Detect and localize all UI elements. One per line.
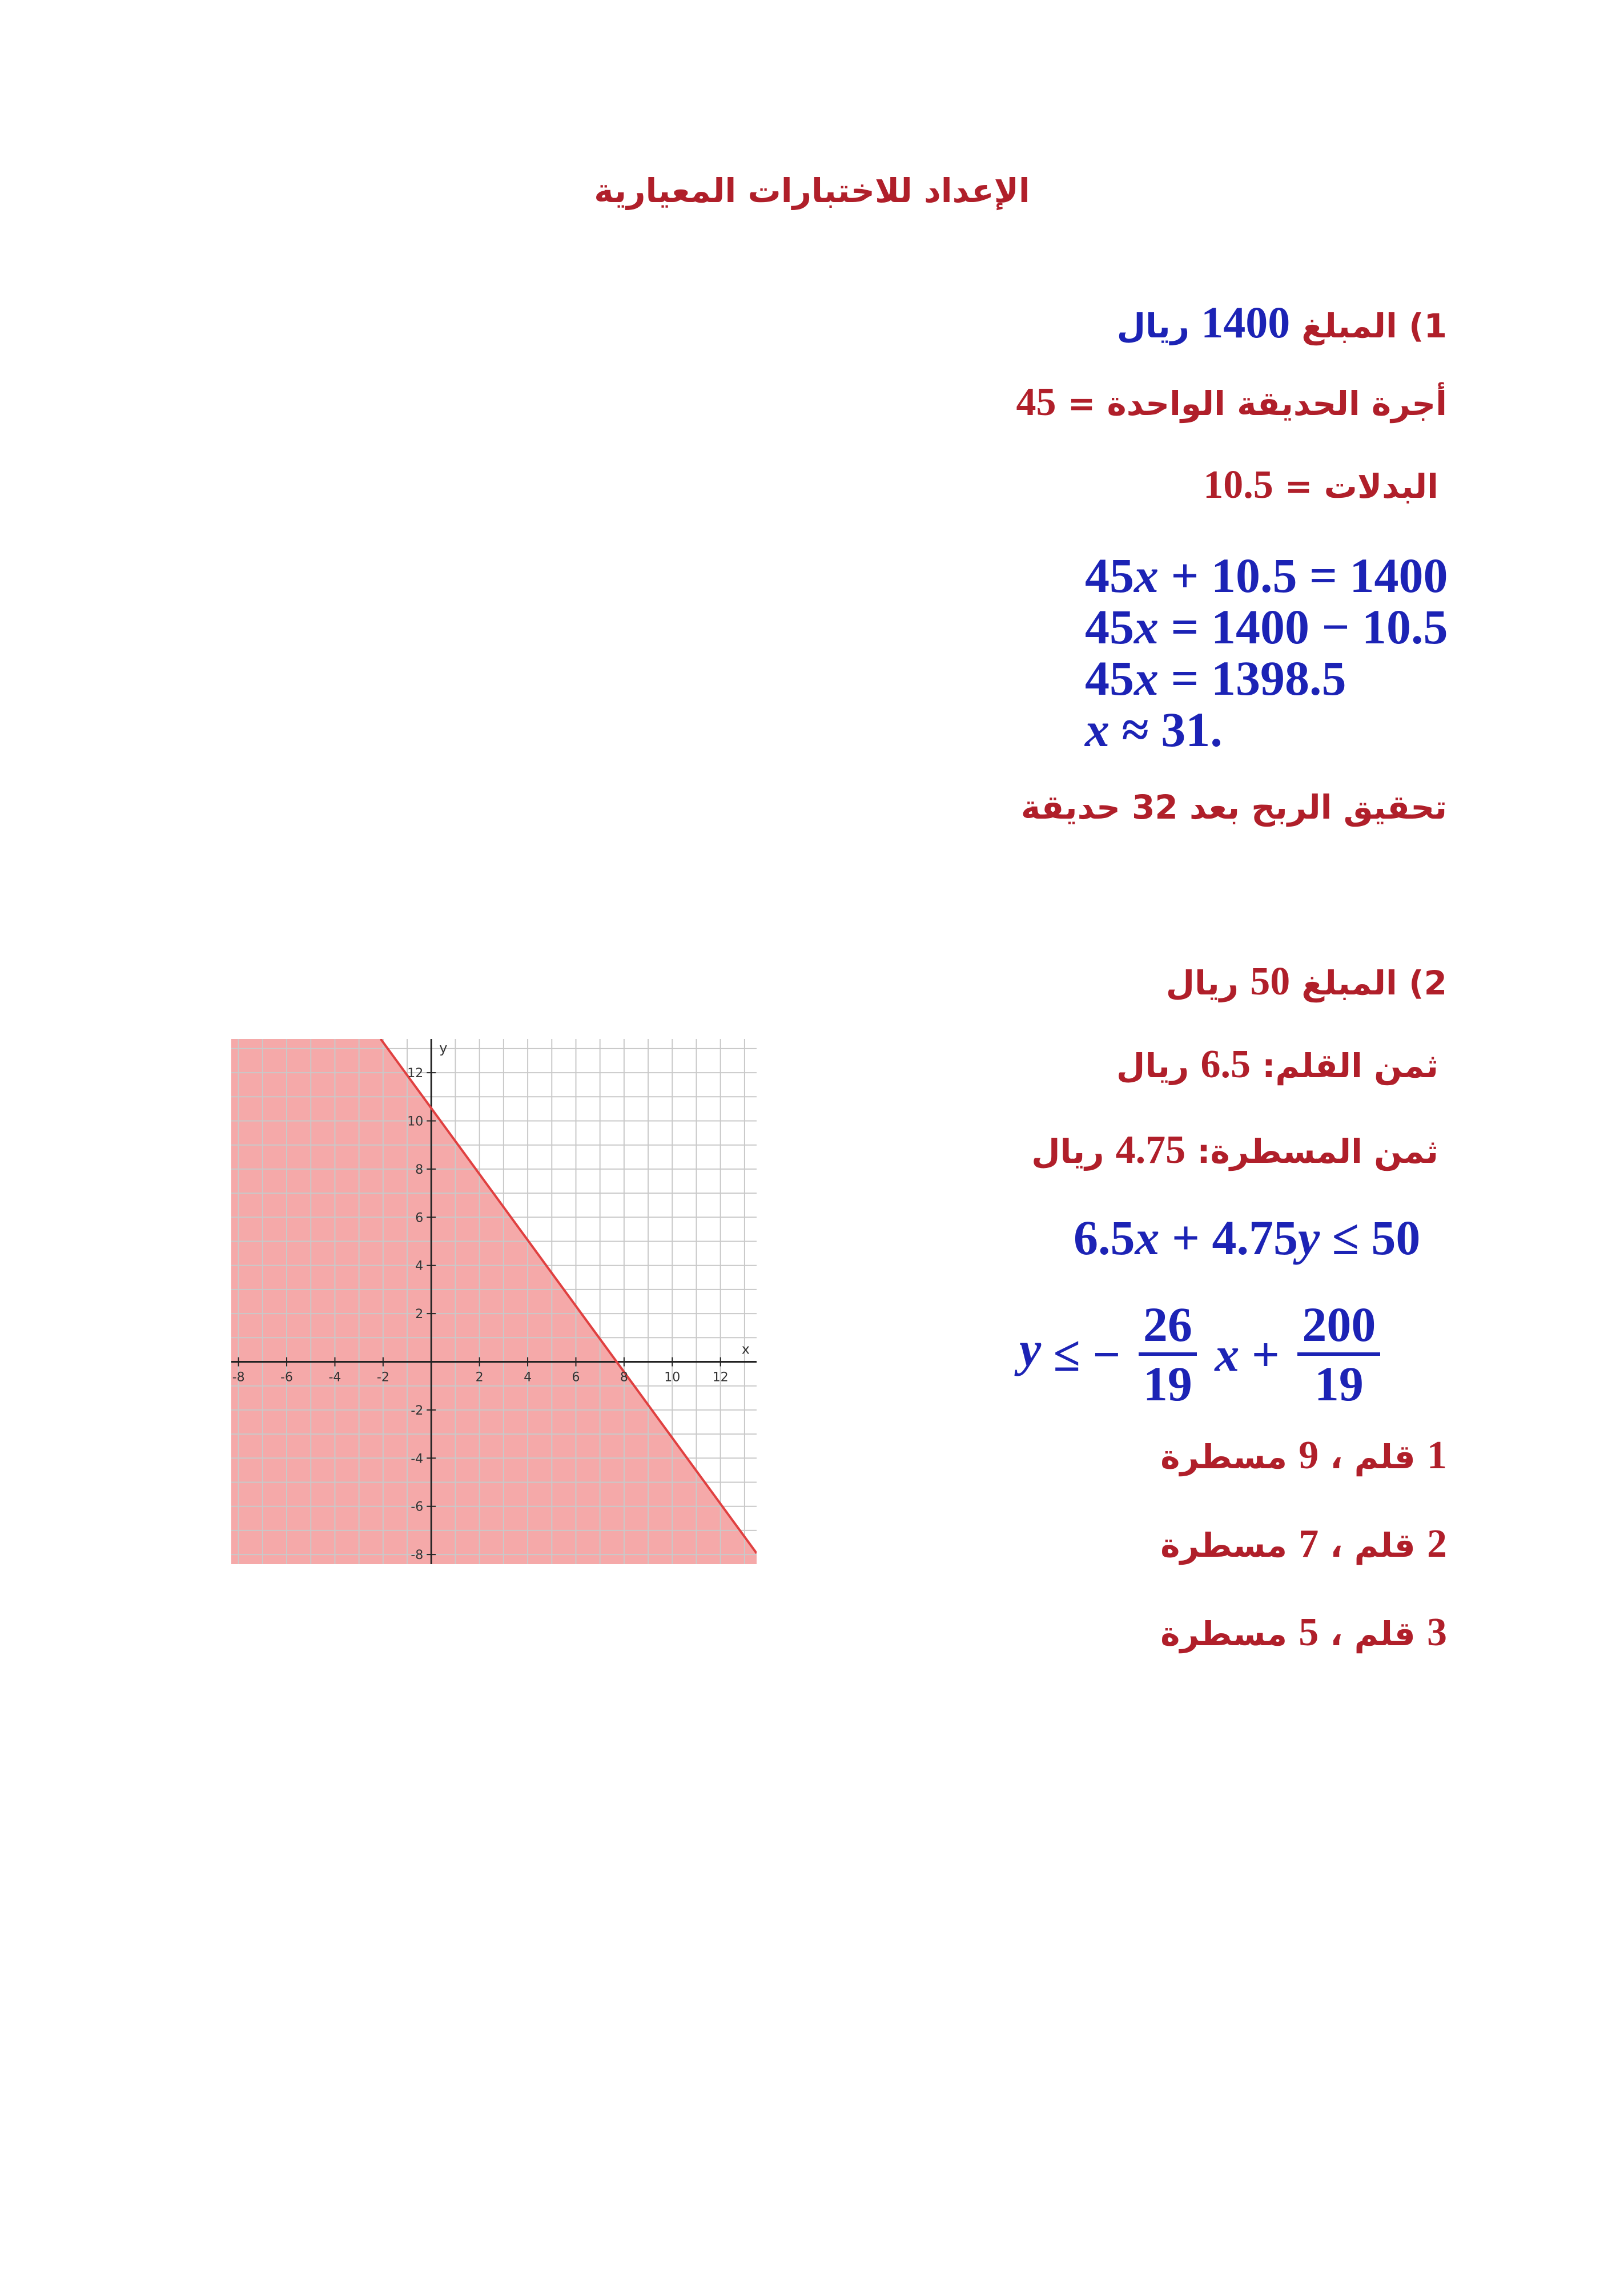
p2-inequality: 6.5x + 4.75y ≤ 50 — [1074, 1210, 1421, 1265]
p2-amount-line — [1166, 959, 1447, 1005]
x-tick-label: -6 — [280, 1370, 294, 1385]
p2-pen-unit: ريال — [1116, 1046, 1189, 1085]
p2-pen-line — [1116, 1042, 1438, 1087]
x-tick-label: 6 — [572, 1370, 580, 1385]
x-tick-label: 10 — [664, 1370, 681, 1385]
p2-amount-label: 2) المبلغ — [1301, 964, 1447, 1002]
x-tick-label: -4 — [328, 1370, 341, 1385]
y-tick-label: 12 — [407, 1066, 424, 1081]
p1-amount-label: 1) المبلغ — [1301, 307, 1447, 345]
p2-solved-inequality: y ≤ − $\frac{26}{19}$ x + $\frac{200}{19}$ — [1019, 1299, 1386, 1410]
p2-amount-unit: ريال — [1165, 964, 1239, 1002]
y-tick-label: -6 — [411, 1500, 424, 1514]
y-tick-label: 8 — [415, 1162, 424, 1177]
p1-amount-value: 1400 — [1201, 297, 1291, 347]
p2-ruler-value: 4.75 — [1115, 1128, 1186, 1172]
y-tick-label: 6 — [415, 1211, 424, 1226]
y-tick-label: -2 — [411, 1403, 424, 1418]
fraction-26-19: $\frac{26}{19}$ — [1139, 1299, 1197, 1410]
p1-conclusion: تحقيق الربح بعد 32 حديقة — [1020, 788, 1447, 827]
p2-option-3: 3 قلم ، 5 مسطرة — [1160, 1610, 1447, 1654]
y-tick-label: 2 — [415, 1307, 424, 1322]
inequality-graph — [231, 1039, 757, 1564]
page-title: الإعداد للاختبارات المعيارية — [594, 171, 1030, 210]
p2-ruler-line — [1031, 1127, 1438, 1173]
p1-fee-value: 45 — [1016, 380, 1056, 424]
x-tick-label: 2 — [475, 1370, 484, 1385]
p2-amount-value: 50 — [1250, 960, 1291, 1004]
p1-fee-line — [1016, 380, 1447, 425]
p2-ruler-unit: ريال — [1031, 1132, 1104, 1171]
x-tick-label: 8 — [620, 1370, 628, 1385]
p2-option-2: 2 قلم ، 7 مسطرة — [1160, 1522, 1447, 1566]
y-tick-label: -8 — [411, 1548, 424, 1563]
y-tick-label: 10 — [407, 1114, 424, 1129]
x-axis-label: x — [741, 1341, 750, 1358]
p1-allowance-value: 10.5 — [1203, 463, 1273, 507]
x-tick-label: -2 — [376, 1370, 389, 1385]
p2-pen-value: 6.5 — [1200, 1042, 1251, 1086]
fraction-200-19: $\frac{200}{19}$ — [1297, 1299, 1380, 1410]
p1-equation-4: x ≈ 31. — [1085, 702, 1223, 757]
p1-amount-unit: ريال — [1116, 307, 1190, 345]
x-tick-label: 12 — [712, 1370, 729, 1385]
y-axis-label: y — [439, 1040, 448, 1056]
p1-fee-label: أجرة الحديقة الواحدة = — [1067, 384, 1447, 423]
p2-pen-label: ثمن القلم: — [1262, 1046, 1438, 1085]
y-tick-label: 4 — [415, 1259, 424, 1274]
x-tick-label: 4 — [524, 1370, 532, 1385]
p1-equation-1: 45x + 10.5 = 1400 — [1085, 548, 1448, 603]
y-tick-label: -4 — [411, 1452, 424, 1467]
p1-allowance-line — [1203, 462, 1438, 508]
p1-amount-line — [1117, 297, 1447, 348]
p1-equation-3: 45x = 1398.5 — [1085, 651, 1346, 706]
p2-ruler-label: ثمن المسطرة: — [1197, 1132, 1438, 1171]
p1-allowance-label: البدلات = — [1284, 467, 1438, 506]
p1-equation-2: 45x = 1400 − 10.5 — [1085, 599, 1448, 654]
p2-option-1: 1 قلم ، 9 مسطرة — [1160, 1433, 1447, 1477]
x-tick-label: -8 — [232, 1370, 245, 1385]
